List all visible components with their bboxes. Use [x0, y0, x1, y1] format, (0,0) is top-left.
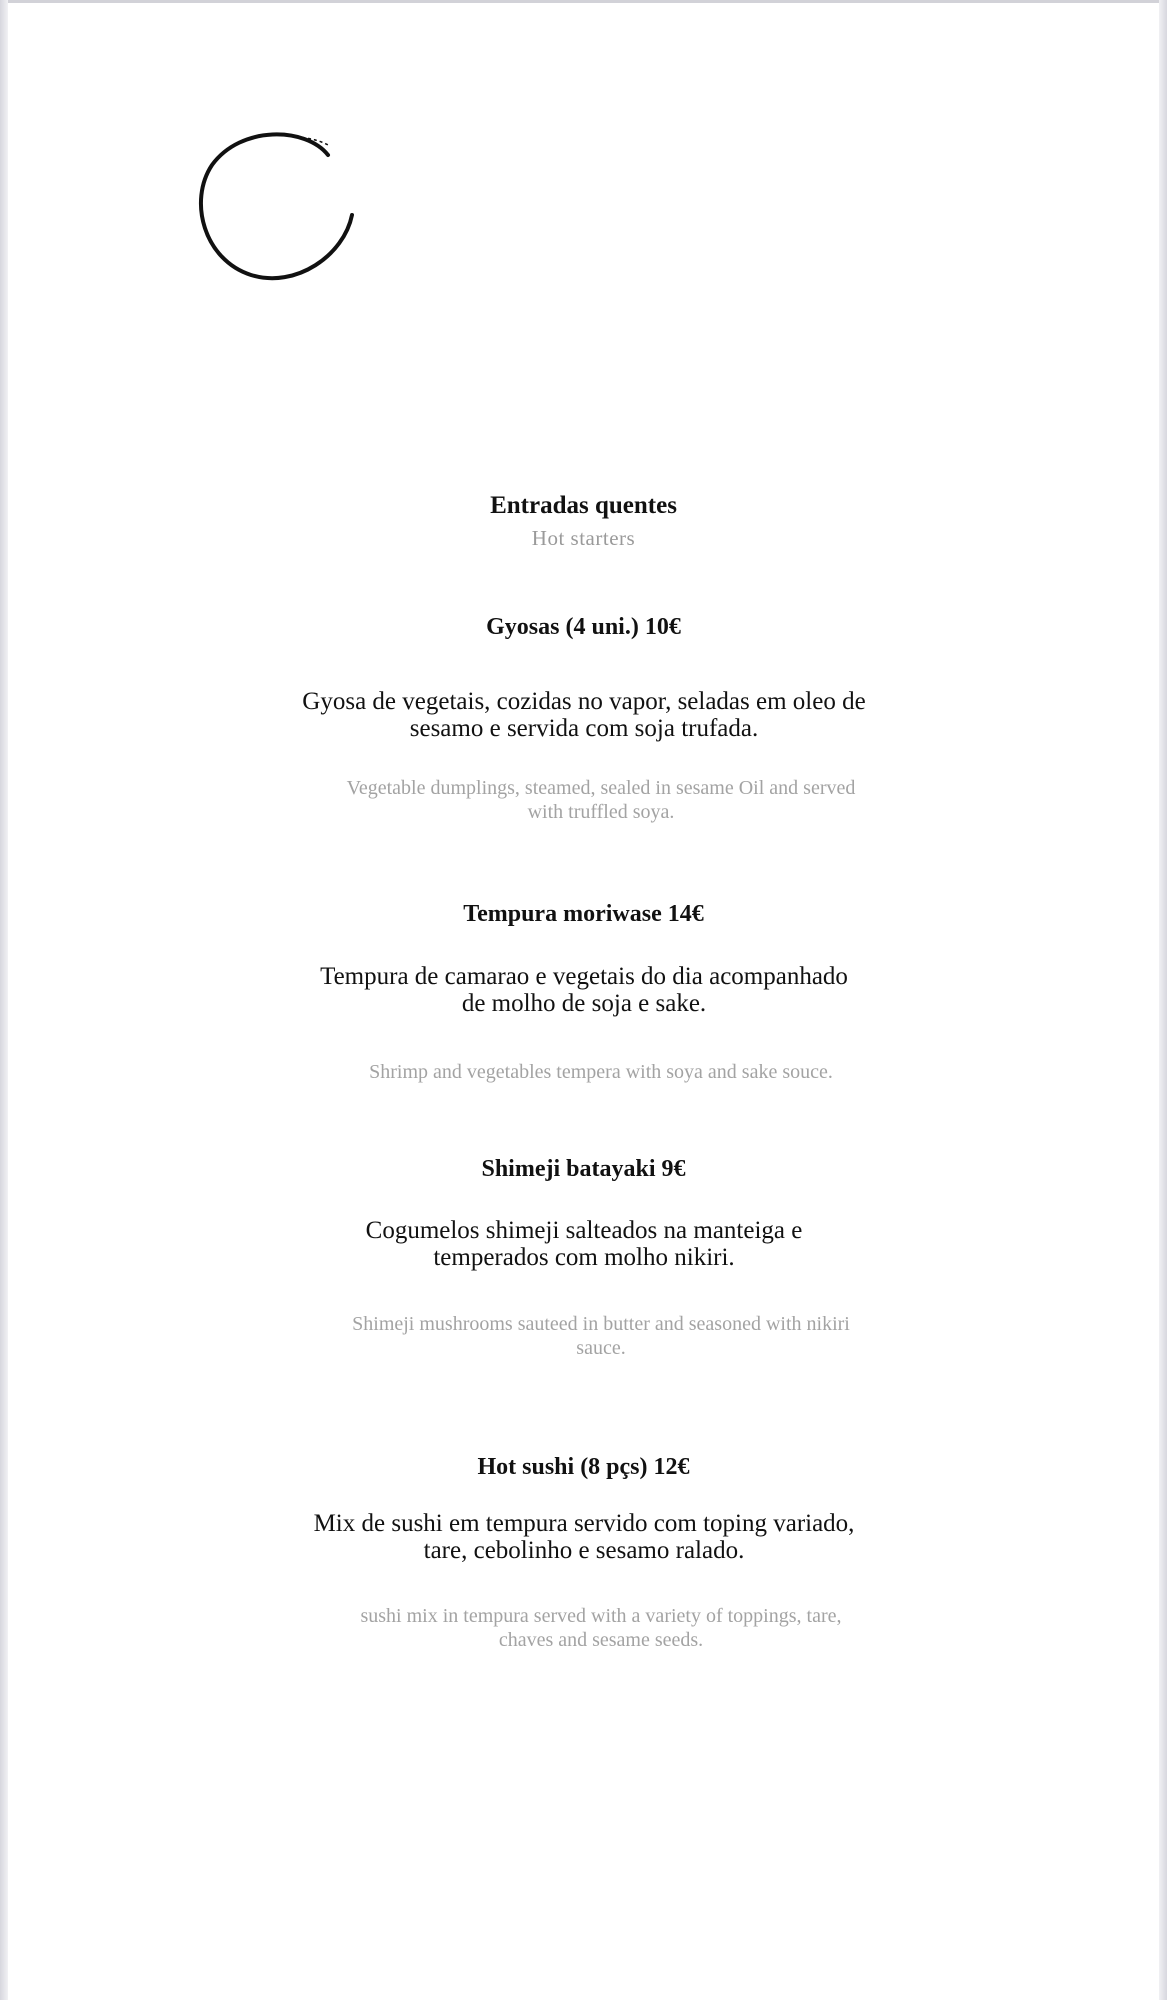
description-en-line: sauce.: [576, 1337, 626, 1359]
section-title: Entradas quentes: [490, 492, 677, 519]
description-pt-line: sesamo e servida com soja trufada.: [409, 715, 759, 742]
menu-item-description-pt: [200, 963, 968, 1017]
section-subtitle: Hot starters: [531, 526, 636, 550]
menu-item-description-pt: [200, 688, 968, 742]
description-pt-line: Cogumelos shimeji salteados na manteiga e: [365, 1217, 803, 1244]
menu-item-description-pt: [200, 1510, 968, 1564]
menu-item-description-pt: [200, 1217, 968, 1271]
description-pt-line: tare, cebolinho e sesamo ralado.: [423, 1537, 745, 1564]
description-pt-line: de molho de soja e sake.: [461, 990, 707, 1017]
description-en-line: Vegetable dumplings, steamed, sealed in sesame Oil and served: [346, 777, 856, 799]
description-en-line: Shimeji mushrooms sauteed in butter and seasoned with nikiri: [352, 1313, 850, 1335]
page-right-border: [1159, 0, 1167, 2000]
description-pt-line: Tempura de camarao e vegetais do dia acompanhado: [320, 963, 848, 990]
description-pt-line: Mix de sushi em tempura servido com toping variado,: [313, 1510, 855, 1537]
description-en-line: chaves and sesame seeds.: [498, 1629, 704, 1651]
menu-item-description-en: [240, 1604, 962, 1652]
description-en-line: with truffled soya.: [527, 801, 675, 823]
menu-item-description-en: [240, 776, 962, 824]
page-top-border: [0, 0, 1167, 3]
description-pt-line: temperados com molho nikiri.: [433, 1244, 735, 1271]
page-left-border: [0, 0, 8, 2000]
menu-item-title: Tempura moriwase 14€: [463, 901, 704, 927]
menu-item-title: Gyosas (4 uni.) 10€: [486, 614, 681, 640]
menu-item-title: Hot sushi (8 pçs) 12€: [477, 1454, 690, 1480]
description-en-line: sushi mix in tempura served with a variety of toppings, tare,: [360, 1605, 842, 1627]
description-pt-line: Gyosa de vegetais, cozidas no vapor, seladas em oleo de: [302, 688, 866, 715]
description-en-line: Shrimp and vegetables tempera with soya and sake souce.: [369, 1061, 833, 1083]
menu-item-description-en: [240, 1312, 962, 1360]
brush-circle-logo: [196, 125, 366, 295]
menu-item-description-en: [240, 1060, 962, 1084]
menu-item-title: Shimeji batayaki 9€: [481, 1156, 686, 1182]
